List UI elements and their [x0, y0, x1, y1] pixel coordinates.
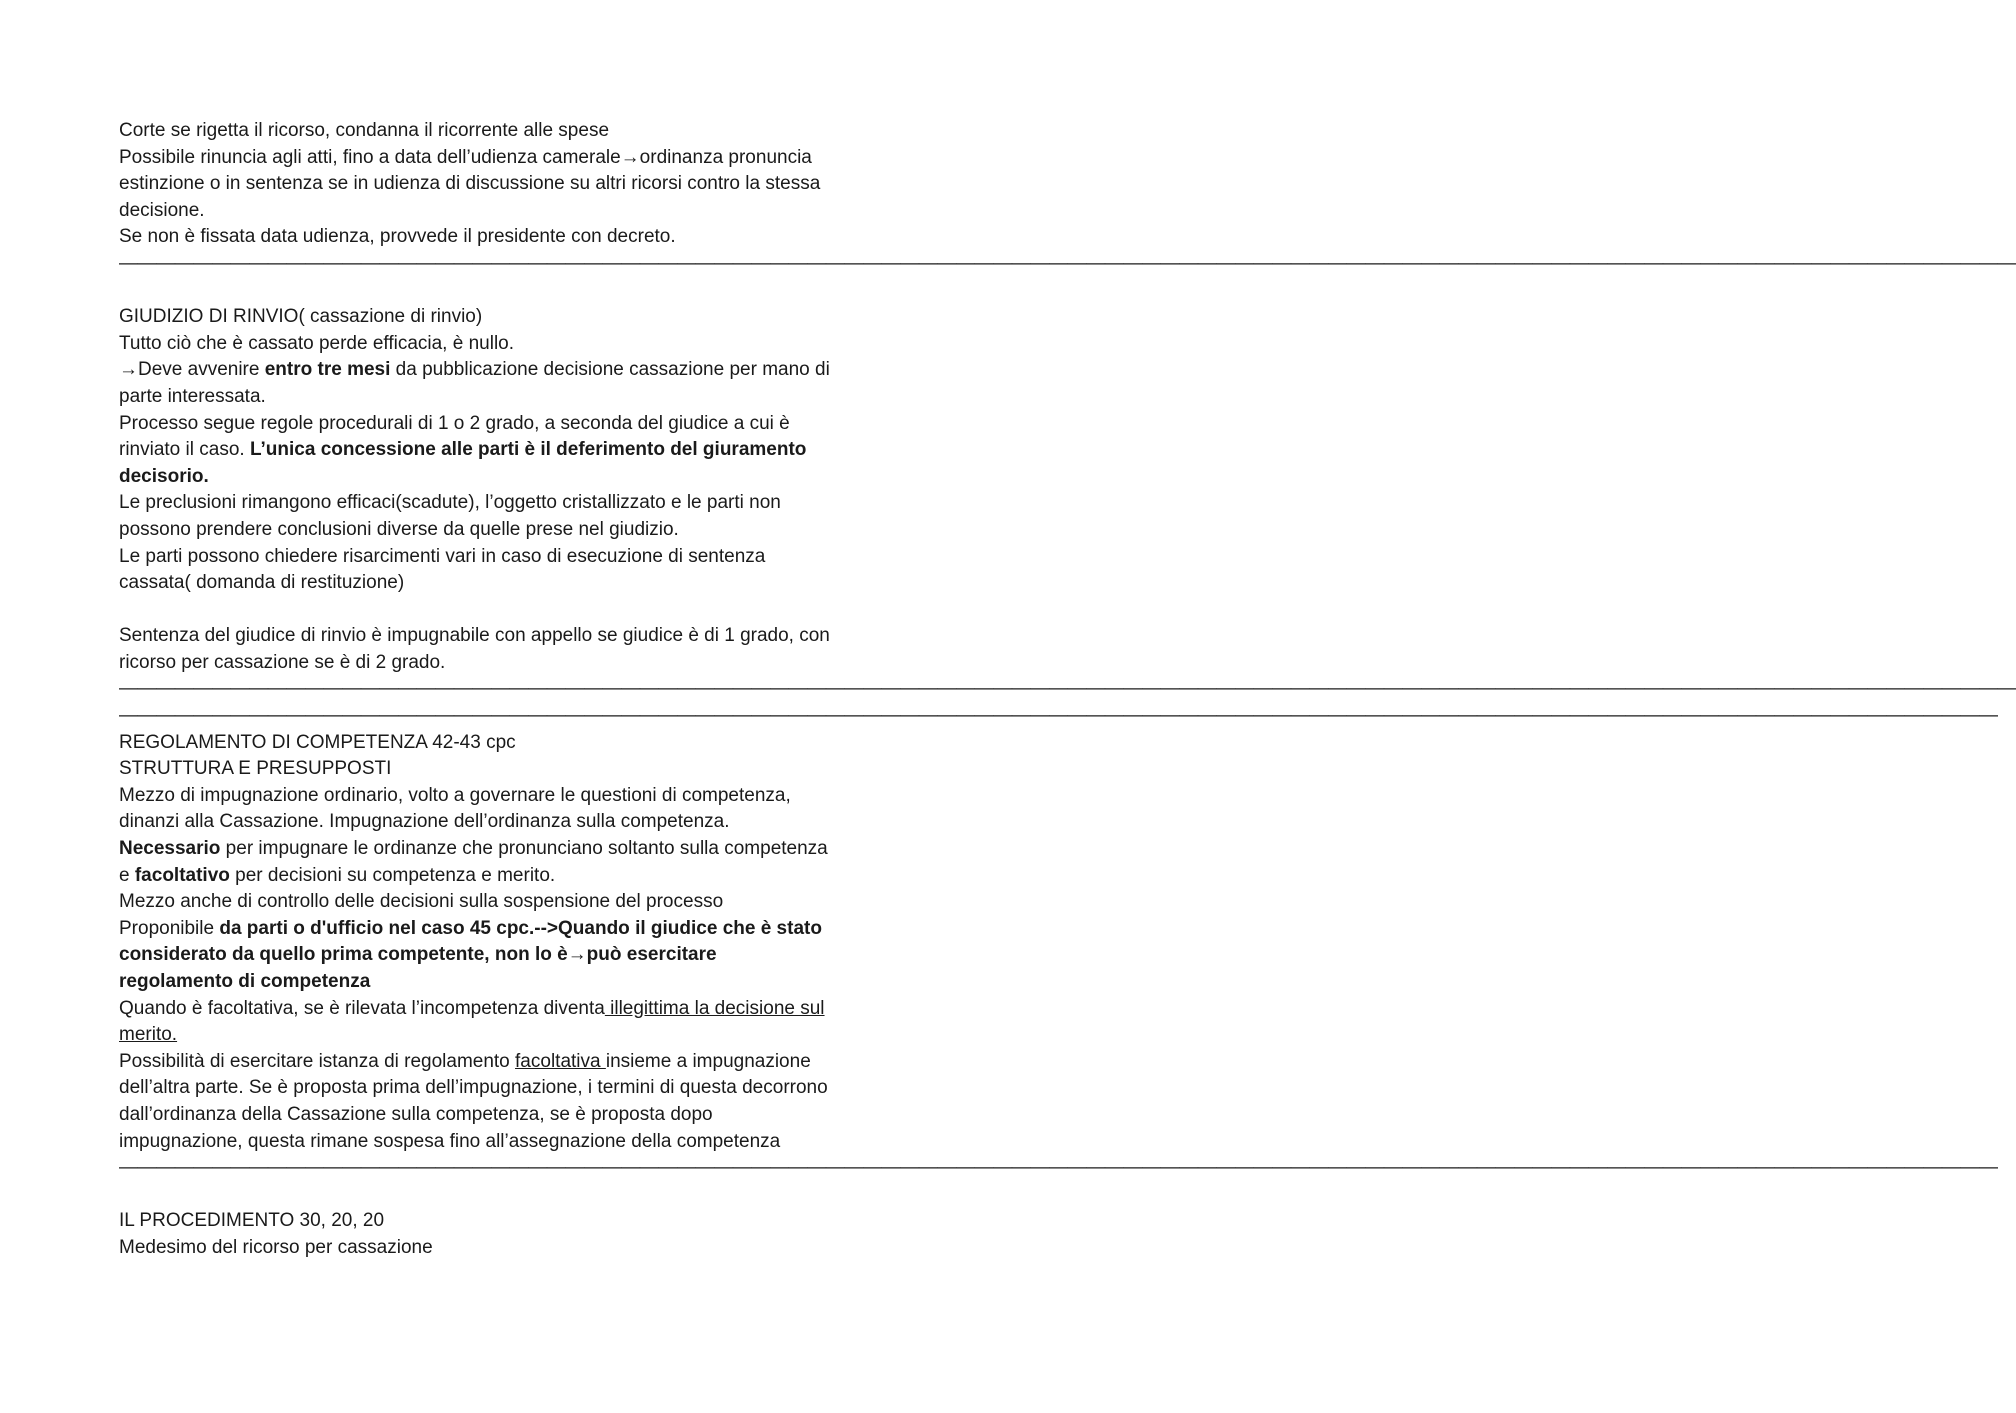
underlined-text: illegittima la decisione sul [604, 997, 825, 1019]
text-line [119, 969, 889, 996]
bold-text: L’unica concessione alle parti è il deferimento del giuramento [249, 439, 807, 461]
text-span: →Deve avvenire [119, 359, 265, 381]
text-span: Possibilità di esercitare istanza di regolamento [119, 1050, 516, 1072]
separator-rule: —————————————————————————————————————————————————————————————————————————————————————————————————————— [119, 678, 2016, 700]
text-line: possono prendere conclusioni diverse da quelle prese nel giudizio. [119, 518, 679, 540]
text-line [119, 836, 889, 863]
blank-line [119, 1182, 889, 1209]
text-span: rinviato il caso. [119, 439, 250, 461]
text-line: Medesimo del ricorso per cassazione [119, 1236, 433, 1258]
text-line [119, 464, 889, 491]
blank-line [119, 597, 889, 624]
section-title-regolamento: REGOLAMENTO DI COMPETENZA 42-43 cpc [119, 731, 516, 753]
blank-line [119, 278, 889, 305]
bold-text: regolamento di competenza [119, 971, 371, 992]
text-line: dinanzi alla Cassazione. Impugnazione dell’ordinanza sulla competenza. [119, 811, 730, 833]
text-line: Tutto ciò che è cassato perde efficacia, è nullo. [119, 332, 515, 354]
text-span: e [119, 864, 135, 886]
text-line [119, 357, 889, 384]
text-line: Mezzo di impugnazione ordinario, volto a governare le questioni di competenza, [119, 784, 791, 806]
text-line: Mezzo anche di controllo delle decisioni sulla sospensione del processo [119, 891, 724, 913]
text-span: da pubblicazione decisione cassazione per mano di [390, 359, 830, 381]
document-page [119, 118, 2016, 1262]
text-line: parte interessata. [119, 385, 266, 407]
text-line: Le parti possono chiedere risarcimenti vari in caso di esecuzione di sentenza [119, 545, 766, 567]
separator-rule: ————————————————————————————————————————————————————————————————————————————————————————————————————— [119, 1157, 1998, 1179]
text-line: ricorso per cassazione se è di 2 grado. [119, 651, 446, 673]
bold-text: considerato da quello prima competente, non lo è→può esercitare [119, 944, 717, 966]
text-line: Se non è fissata data udienza, provvede il presidente con decreto. [119, 226, 676, 248]
text-line: impugnazione, questa rimane sospesa fino all’assegnazione della competenza [119, 1130, 781, 1152]
bold-text: facoltativo [134, 864, 230, 886]
section-title-rinvio: GIUDIZIO DI RINVIO( cassazione di rinvio) [119, 306, 483, 328]
separator-rule: ————————————————————————————————————————————————————————————————————————————————————————————————————— [119, 705, 1998, 727]
text-line [119, 1049, 889, 1076]
text-line: dell’altra parte. Se è proposta prima dell’impugnazione, i termini di questa decorrono [119, 1077, 828, 1099]
text-span: per impugnare le ordinanze che pronunciano soltanto sulla competenza [220, 838, 828, 860]
text-span: Proponibile [119, 917, 220, 939]
text-line [119, 1022, 889, 1049]
text-line [119, 437, 889, 464]
text-line: Possibile rinuncia agli atti, fino a data dell’udienza camerale→ordinanza pronuncia [119, 146, 812, 168]
text-line: Sentenza del giudice di rinvio è impugnabile con appello se giudice è di 1 grado, con [119, 625, 830, 647]
underlined-text: facoltativa [515, 1050, 606, 1072]
separator-rule: —————————————————————————————————————————————————————————————————————————————————————————————————————— [119, 252, 2016, 274]
text-line [119, 942, 889, 969]
text-line [119, 996, 889, 1023]
text-line: Le preclusioni rimangono efficaci(scadute), l’oggetto cristallizzato e le parti non [119, 492, 781, 514]
section-title-procedimento: IL PROCEDIMENTO 30, 20, 20 [119, 1210, 385, 1232]
text-span: insieme a impugnazione [605, 1050, 811, 1072]
bold-text: decisorio. [119, 465, 209, 487]
text-line: Corte se rigetta il ricorso, condanna il ricorrente alle spese [119, 120, 610, 141]
text-line [119, 916, 889, 943]
underlined-text: merito. [119, 1024, 178, 1046]
text-line: decisione. [119, 199, 205, 221]
text-line: dall’ordinanza della Cassazione sulla competenza, se è proposta dopo [119, 1103, 713, 1125]
text-line: cassata( domanda di restituzione) [119, 572, 405, 594]
text-span: Quando è facoltativa, se è rilevata l’incompetenza diventa [119, 997, 605, 1019]
text-line [119, 863, 889, 890]
text-line: estinzione o in sentenza se in udienza di discussione su altri ricorsi contro la stessa [119, 173, 821, 195]
text-span: per decisioni su competenza e merito. [229, 864, 556, 886]
bold-text: entro tre mesi [264, 359, 391, 381]
text-line: Processo segue regole procedurali di 1 o 2 grado, a seconda del giudice a cui è [119, 412, 790, 434]
bold-text: Necessario [119, 838, 221, 860]
section-subtitle: STRUTTURA E PRESUPPOSTI [119, 758, 392, 780]
bold-text: da parti o d'ufficio nel caso 45 cpc.-->Quando il giudice che è stato [219, 917, 822, 939]
